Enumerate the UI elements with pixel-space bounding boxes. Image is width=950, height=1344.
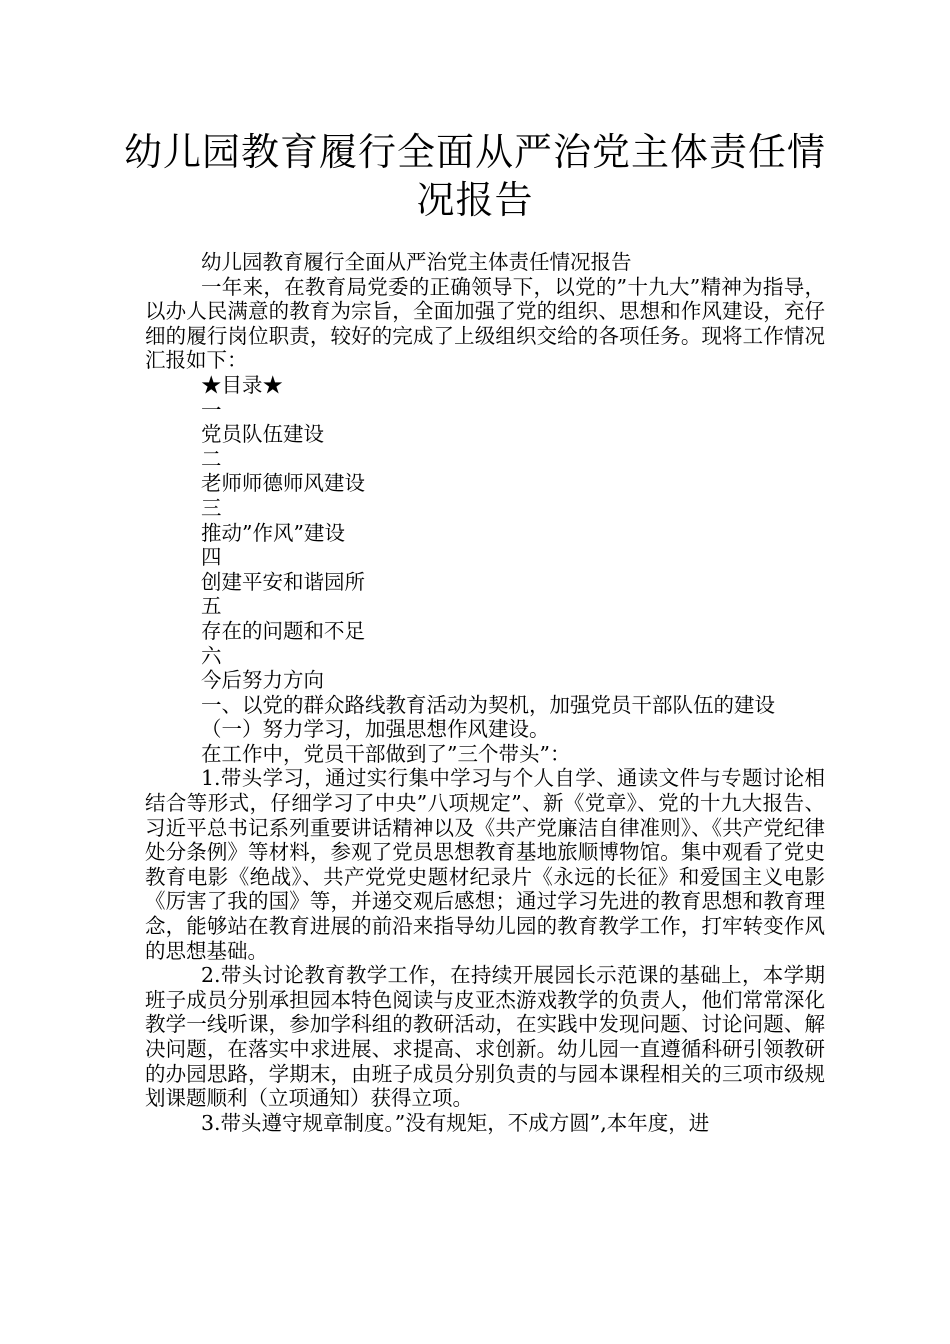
body-paragraph: 3.带头遵守规章制度。”没有规矩，不成方圆”,本年度，进: [201, 1110, 710, 1135]
section-heading: 一、以党的群众路线教育活动为契机，加强党员干部队伍的建设: [201, 692, 775, 717]
toc-item: 今后努力方向: [201, 668, 324, 693]
toc-item: 老师师德师风建设: [201, 471, 365, 496]
toc-number: 二: [201, 446, 222, 471]
toc-item: 创建平安和谐园所: [201, 569, 365, 594]
toc-number: 三: [201, 495, 222, 520]
toc-number: 六: [201, 643, 222, 668]
body-paragraph: 1.带头学习，通过实行集中学习与个人自学、通读文件与专题讨论相结合等形式，仔细学习了中央”八项规定”、新《党章》、党的十九大报告、习近平总书记系列重要讲话精神以及《共产党廉洁自律准则》、《共产党纪律处分条例》等材料，参观了党员思想教育基地旅顺博物馆。集中观看了党史教育电影《绝战》、共产党党史题材纪录片《永远的长征》和爱国主义电影《厉害了我的国》等，并递交观后感想；通过学习先进的教育思想和教育理念，能够站在教育进展的前沿来指导幼儿园的教育教学工作，打牢转变作风的思想基础。: [145, 766, 825, 963]
toc-number: 四: [201, 545, 222, 570]
subtitle-paragraph: 幼儿园教育履行全面从严治党主体责任情况报告: [201, 250, 632, 274]
subsection-heading: （一）努力学习，加强思想作风建设。: [201, 717, 550, 742]
document-title: 幼儿园教育履行全面从严治党主体责任情况报告: [123, 130, 826, 222]
intro-paragraph: 一年来，在教育局党委的正确领导下，以党的”十九大”精神为指导，以办人民满意的教育为宗旨，全面加强了党的组织、思想和作风建设，充仔细的履行岗位职责，较好的完成了上级组织交给的各项任务。现将工作情况汇报如下：: [145, 274, 825, 373]
toc-item: 存在的问题和不足: [201, 618, 365, 643]
toc-item: 推动”作风”建设: [201, 520, 345, 545]
body-paragraph: 在工作中，党员干部做到了”三个带头”：: [201, 741, 571, 766]
toc-item: 党员队伍建设: [201, 422, 324, 447]
toc-number: 五: [201, 594, 222, 619]
body-paragraph: 2.带头讨论教育教学工作，在持续开展园长示范课的基础上，本学期班子成员分别承担园本特色阅读与皮亚杰游戏教学的负责人，他们常常深化教学一线听课，参加学科组的教研活动，在实践中发现问题、讨论问题、解决问题，在落实中求进展、求提高、求创新。幼儿园一直遵循科研引领教研的办园思路，学期末，由班子成员分别负责的与园本课程相关的三项市级规划课题顺利（立项通知）获得立项。: [145, 963, 825, 1111]
toc-heading: ★目录★: [201, 372, 283, 397]
toc-number: 一: [201, 397, 222, 422]
document-body: [145, 250, 825, 1135]
